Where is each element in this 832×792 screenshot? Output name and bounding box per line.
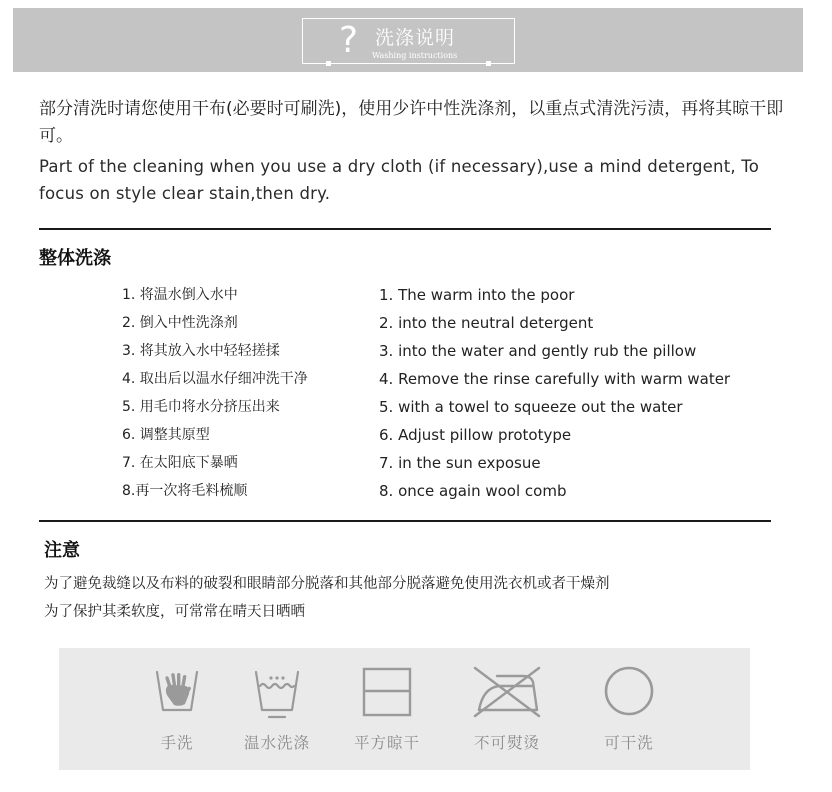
step-zh: 7. 在太阳底下暴晒	[122, 455, 238, 471]
notes-heading: 注意	[44, 540, 80, 561]
frame-dot-right	[486, 61, 491, 66]
care-item-flat-dry	[327, 648, 447, 770]
step-en: 5. with a towel to squeeze out the water	[379, 398, 683, 416]
intro-text-zh: 部分清洗时请您使用干布(必要时可刷洗)，使用少许中性洗涤剂，以重点式清洗污渍，再将其晾干即可。	[39, 99, 784, 146]
warm-water-wash-icon	[247, 662, 307, 722]
intro-text-en: Part of the cleaning when you use a dry cloth (if necessary),use a mind detergent, To focus on style clear stain,then dry.	[39, 157, 760, 203]
step-zh: 4. 取出后以温水仔细冲洗干净	[122, 371, 308, 387]
step-en: 8. once again wool comb	[379, 482, 567, 500]
header-subtitle: Washing instructions	[372, 51, 458, 60]
step-en: 7. in the sun exposue	[379, 454, 541, 472]
intro-section	[39, 96, 799, 207]
care-label-hand-wash: 手洗	[160, 734, 194, 752]
header-title: 洗涤说明	[375, 27, 456, 49]
divider-bottom	[39, 520, 771, 522]
step-en: 3. into the water and gently rub the pillow	[379, 342, 697, 360]
washing-heading: 整体洗涤	[39, 248, 111, 269]
step-zh: 2. 倒入中性洗涤剂	[122, 315, 238, 331]
care-symbols-panel	[59, 648, 750, 770]
steps-list-zh	[122, 284, 308, 508]
care-label-no-iron: 不可熨烫	[473, 734, 540, 752]
care-label-flat-dry: 平方晾干	[353, 734, 420, 752]
hand-wash-icon	[147, 662, 207, 722]
step-en: 6. Adjust pillow prototype	[379, 426, 572, 444]
care-item-warm-water	[217, 648, 337, 770]
note-line: 为了避免裁缝以及布料的破裂和眼睛部分脱落和其他部分脱落避免使用洗衣机或者干燥剂	[44, 576, 610, 592]
step-zh: 3. 将其放入水中轻轻搓揉	[122, 343, 280, 359]
question-mark-icon: ?	[339, 20, 359, 61]
divider-top	[39, 228, 771, 230]
step-en: 4. Remove the rinse carefully with warm water	[379, 370, 731, 388]
step-zh: 1. 将温水倒入水中	[122, 287, 238, 303]
dry-clean-icon	[599, 662, 659, 722]
frame-dot-left	[326, 61, 331, 66]
note-line: 为了保护其柔软度，可常常在晴天日晒晒	[44, 604, 305, 620]
do-not-iron-icon	[469, 662, 545, 722]
step-en: 2. into the neutral detergent	[379, 314, 594, 332]
step-zh: 5. 用毛巾将水分挤压出来	[122, 399, 280, 415]
step-en: 1. The warm into the poor	[379, 286, 575, 304]
care-item-dry-clean	[569, 648, 689, 770]
care-label-dry-clean: 可干洗	[604, 734, 654, 752]
steps-list-en	[379, 284, 730, 508]
care-label-warm-water: 温水洗涤	[243, 734, 310, 752]
step-zh: 6. 调整其原型	[122, 427, 210, 443]
care-item-no-iron	[447, 648, 567, 770]
header-banner	[13, 8, 803, 72]
flat-dry-icon	[357, 662, 417, 722]
step-zh: 8.再一次将毛料梳顺	[122, 483, 248, 499]
notes-section	[44, 570, 610, 626]
header-title-frame	[302, 18, 515, 64]
